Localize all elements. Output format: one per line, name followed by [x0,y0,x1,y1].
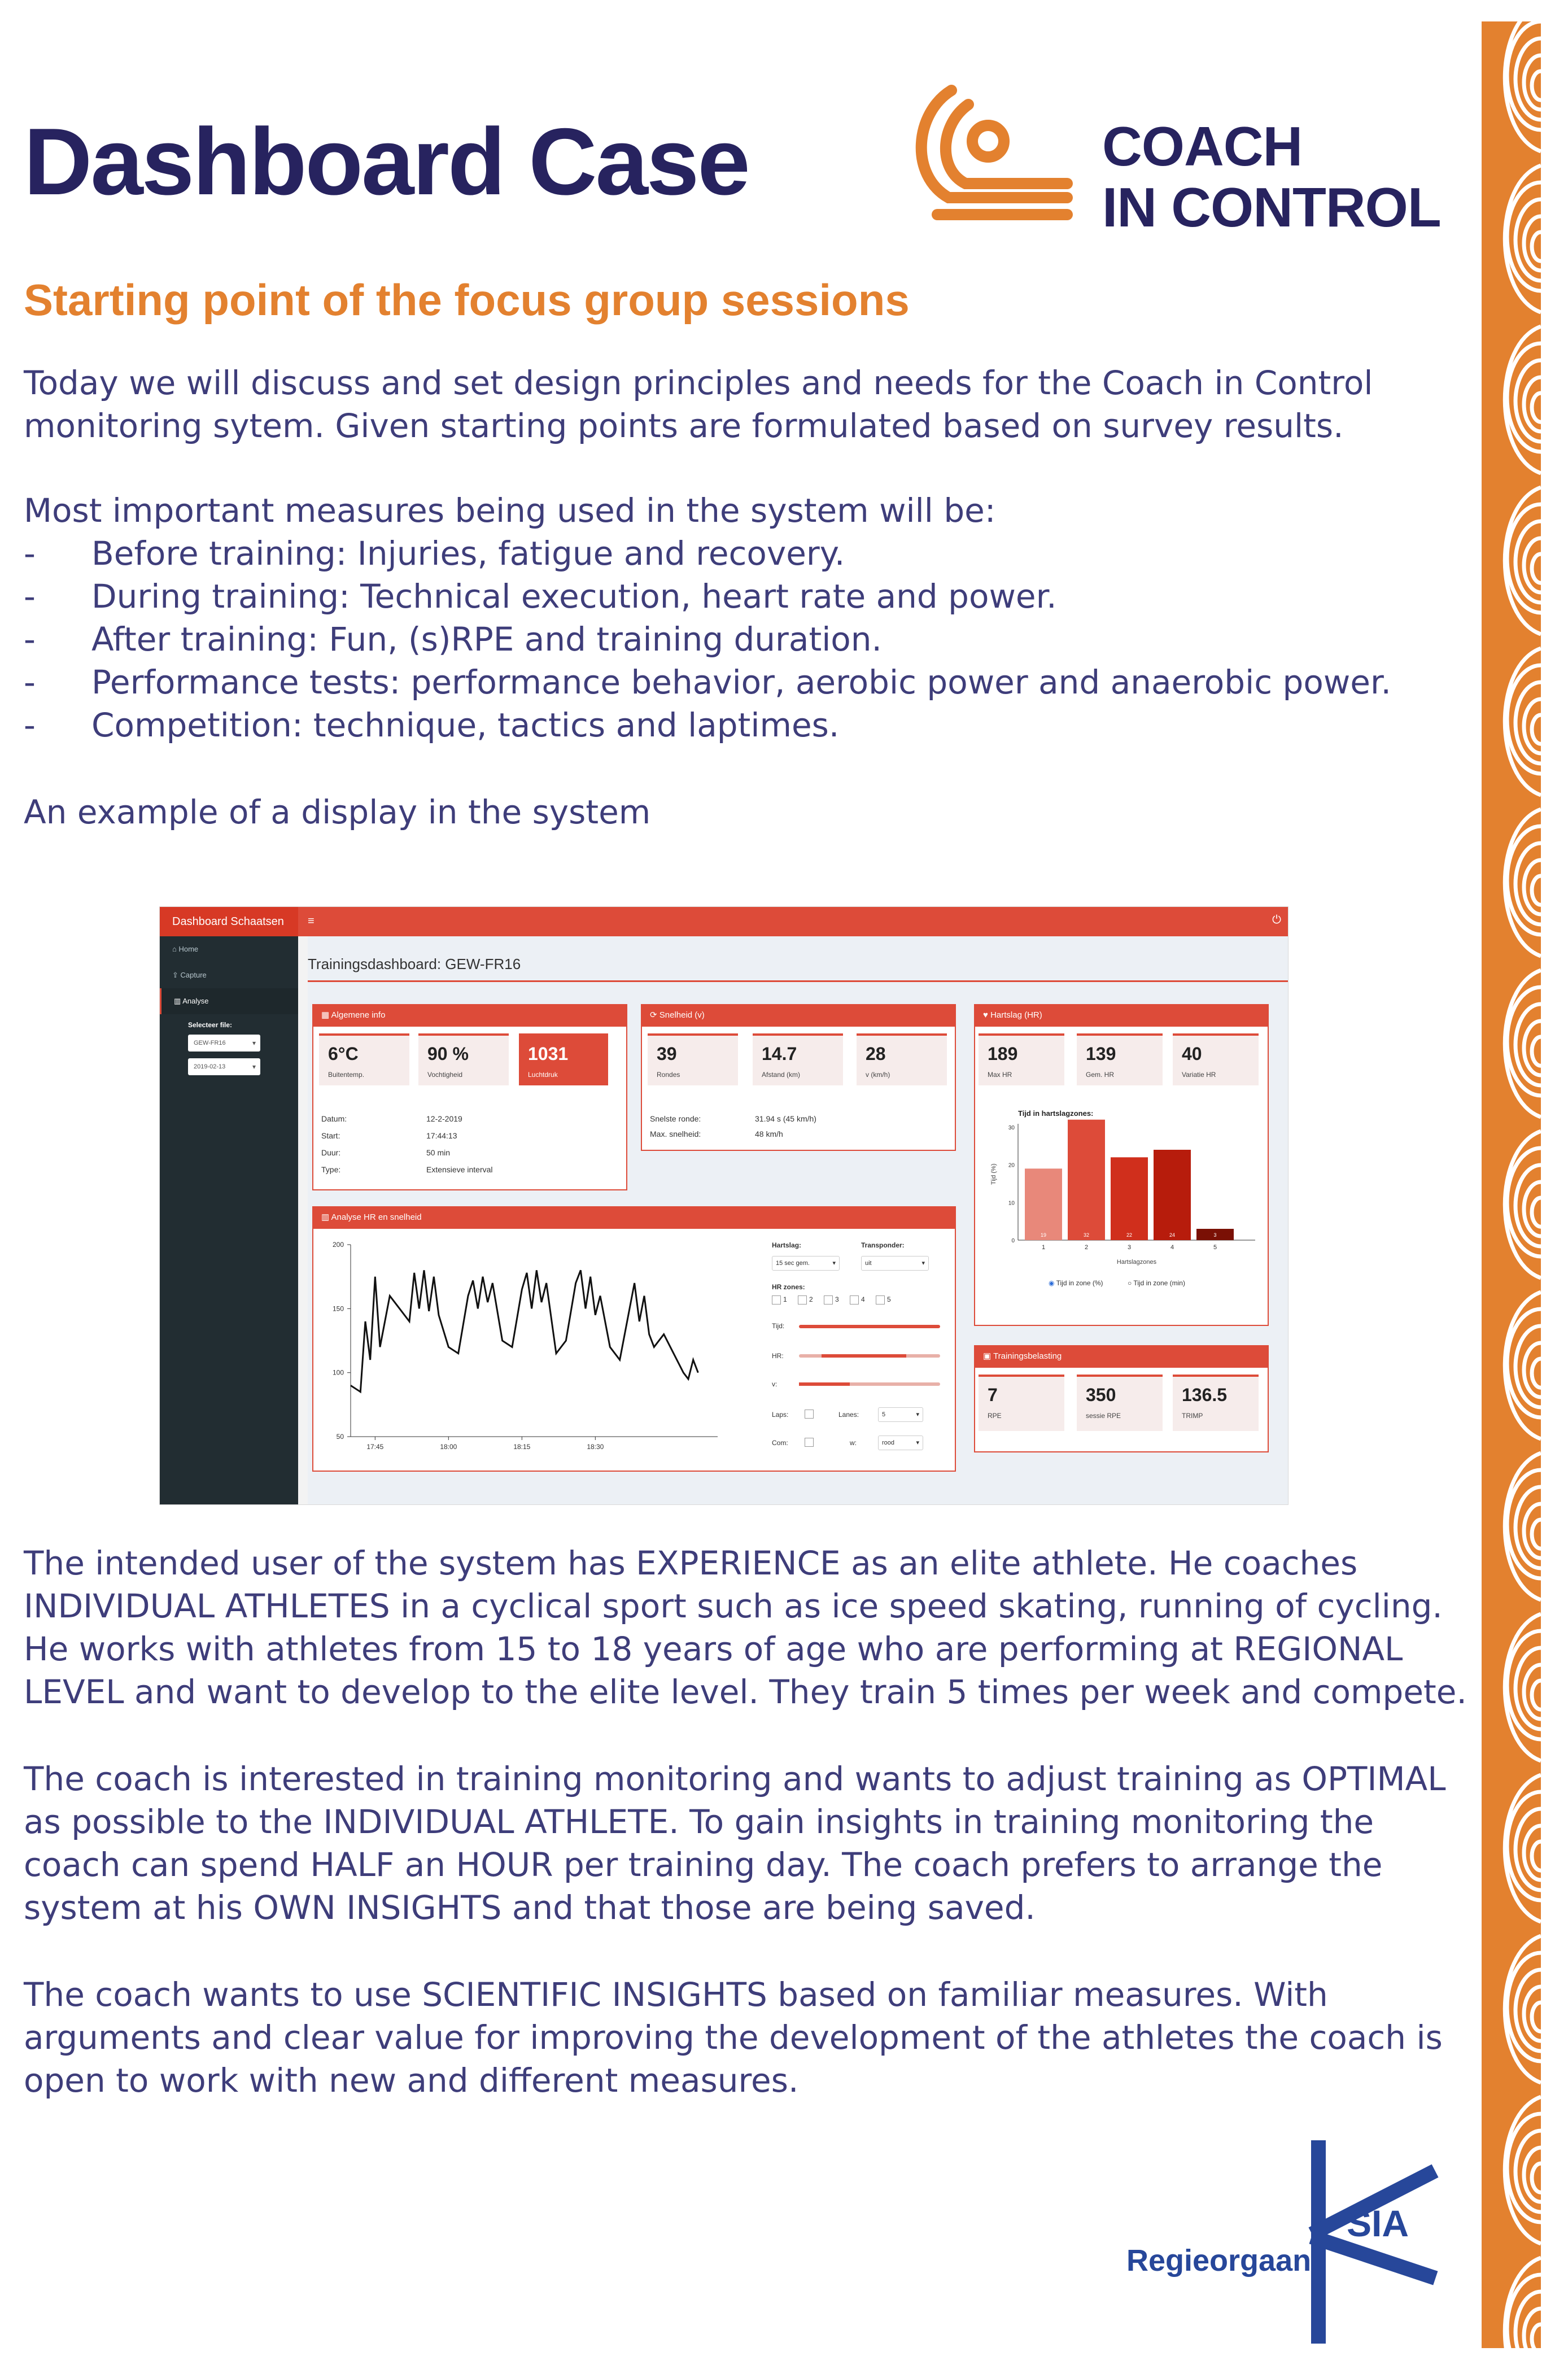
zones-y-tick-label: 0 [1011,1238,1015,1244]
sia-label: SIA [1347,2202,1409,2244]
sidebar [160,936,298,1505]
w-label: w: [850,1439,857,1447]
zone-bar-value-label: 32 [1083,1232,1090,1238]
speed-key: Snelste ronde: [650,1114,701,1123]
stripe-arc [1532,1359,1541,1388]
list-item: - Competition: technique, tactics and laptimes. [24,706,840,744]
decorative-stripe [1482,21,1541,2348]
hr-x-tick-label: 17:45 [366,1443,384,1451]
distance-tile: 14.7 Afstand (km) [753,1033,843,1085]
measures-lead: Most important measures being used in the system will be: [24,491,996,530]
date-select[interactable]: 2019-02-13 ▾ [188,1058,260,1075]
stripe-arc [1532,554,1541,583]
intro-line: monitoring sytem. Given starting points are formulated based on survey results. [24,407,1344,445]
analysis-box [312,1206,956,1472]
coach-in-control-wordmark [1102,115,1441,238]
zone-bar-value-label: 24 [1169,1232,1176,1238]
stripe-arc [1532,71,1541,100]
hr-line-chart [317,1233,729,1459]
stripe-arc [1532,715,1541,744]
list-item: - Performance tests: performance behavior, aerobic power and anaerobic power. [24,663,1391,701]
paragraph-line: system at his OWN INSIGHTS and that those are being saved. [24,1888,1036,1927]
speed-value: 48 km/h [755,1129,783,1138]
w-select[interactable]: rood ▾ [878,1436,923,1450]
general-info-box [312,1004,627,1190]
coach-paragraph [24,1757,1446,1929]
info-key: Datum: [321,1114,347,1123]
trimp-tile: 136.5 TRIMP [1173,1375,1259,1431]
zone-bar [1111,1157,1148,1240]
zones-y-tick-label: 10 [1008,1200,1015,1207]
zone-bar [1025,1168,1062,1240]
regieorgaan-label: Regieorgaan [1126,2244,1312,2278]
hr-x-tick-label: 18:30 [587,1443,604,1451]
hr-x-tick-label: 18:15 [513,1443,531,1451]
sidebar-item-home[interactable]: ⌂ Home [172,945,199,953]
session-rpe-tile: 350 sessie RPE [1077,1375,1163,1431]
info-value: 12-2-2019 [426,1114,462,1123]
zone-x-tick-label: 2 [1084,1244,1089,1251]
hr-zones-bar-chart [979,1100,1266,1269]
hartslag-label: Hartslag: [772,1241,802,1249]
paragraph-line: as possible to the INDIVIDUAL ATHLETE. To gain insights in training monitoring the [24,1803,1374,1841]
hartslag-select[interactable]: 15 sec gem. ▾ [772,1256,840,1271]
zone-radio-minutes[interactable]: ○ Tijd in zone (min) [1128,1279,1185,1287]
stripe-arc [1532,1842,1541,1870]
info-key: Type: [321,1165,341,1174]
time-slider[interactable] [799,1325,940,1328]
example-label: An example of a display in the system [24,793,651,831]
select-file-label: Selecteer file: [188,1021,233,1029]
list-item: - Before training: Injuries, fatigue and recovery. [24,534,845,573]
zone-x-tick-label: 1 [1041,1244,1046,1251]
speed-key: Max. snelheid: [650,1129,701,1138]
velocity-tile: 28 v (km/h) [857,1033,947,1085]
heart-rate-box [974,1004,1269,1326]
zone-checkbox-label: 3 [835,1295,839,1303]
paragraph-line: The coach wants to use SCIENTIFIC INSIGHTS based on familiar measures. With [24,1975,1328,2014]
info-value: 50 min [426,1148,451,1157]
stripe-arc [1532,1681,1541,1709]
zone-checkbox-label: 2 [809,1295,813,1303]
zone-x-tick-label: 4 [1170,1244,1174,1251]
v-slider-range [799,1382,850,1386]
zone-bar [1068,1120,1105,1240]
speed-box [641,1004,956,1151]
stripe-pattern-icon [1482,21,1541,2348]
zone-checkbox[interactable] [824,1295,833,1305]
sia-logo-icon [1124,2140,1440,2344]
rpe-tile: 7 RPE [979,1375,1064,1431]
heart-rate-header: ♥ Hartslag (HR) [975,1004,1268,1027]
laps-label: Laps: [772,1411,789,1419]
paragraph-line: open to work with new and different measures. [24,2061,799,2100]
dashboard-brand[interactable]: Dashboard Schaatsen [160,907,298,936]
lanes-label: Lanes: [838,1411,859,1419]
zone-x-tick-label: 3 [1127,1244,1132,1251]
zone-bar-value-label: 3 [1213,1232,1217,1238]
sidebar-item-analyse[interactable]: ▥ Analyse [160,988,298,1014]
intro-paragraph [24,361,1373,447]
paragraph-line: The intended user of the system has EXPERIENCE as an elite athlete. He coaches [24,1544,1358,1582]
zone-checkbox[interactable] [876,1295,885,1305]
hr-slider-range [822,1354,906,1358]
zone-checkbox[interactable] [798,1295,807,1305]
info-value: 17:44:13 [426,1131,457,1140]
general-info-header: ▦ Algemene info [313,1004,626,1027]
list-item: - During training: Technical execution, heart rate and power. [24,577,1057,616]
paragraph-line: The coach is interested in training monitoring and wants to adjust training as OPTIMAL [24,1760,1446,1798]
zone-bar [1154,1150,1191,1240]
laps-checkbox[interactable] [805,1410,814,1419]
com-checkbox[interactable] [805,1438,814,1447]
slider-label: Tijd: [772,1322,785,1330]
dashboard-topbar [160,907,1289,936]
zone-bar-value-label: 19 [1040,1232,1047,1238]
hr-zones-label: HR zones: [772,1283,805,1291]
hr-x-tick-label: 18:00 [440,1443,457,1451]
hr-series-line [351,1270,698,1391]
transponder-select[interactable]: uit ▾ [861,1256,929,1271]
stripe-arc [1532,2002,1541,2031]
user-paragraph [24,1542,1467,1713]
stripe-arc [1532,2163,1541,2192]
page-title: Dashboard Case [24,108,749,215]
science-paragraph [24,1973,1443,2102]
training-load-header: ▣ Trainingsbelasting [975,1345,1268,1368]
paragraph-line: LEVEL and want to develop to the elite level. They train 5 times per week and compete. [24,1673,1467,1711]
dashboard-content [308,936,1289,1505]
avg-hr-tile: 139 Gem. HR [1077,1033,1163,1085]
title-divider [308,980,1289,982]
zones-ylabel: Tijd (%) [990,1163,997,1185]
max-hr-tile: 189 Max HR [979,1033,1064,1085]
zones-y-tick-label: 30 [1008,1125,1015,1131]
zone-radio-percent[interactable]: ◉ Tijd in zone (%) [1049,1279,1103,1287]
list-item: - After training: Fun, (s)RPE and training duration. [24,620,882,658]
paragraph-line: He works with athletes from 15 to 18 years of age who are performing at REGIONAL [24,1630,1403,1668]
paragraph-line: arguments and clear value for improving the development of the athletes the coach is [24,2018,1443,2057]
hamburger-menu-icon[interactable]: ≡ [308,915,315,927]
pressure-tile: 1031 Luchtdruk [519,1033,608,1085]
dashboard-screenshot [159,906,1289,1505]
hr-y-tick-label: 200 [332,1241,344,1249]
stripe-arc [1532,1037,1541,1066]
stripe-arc [1532,232,1541,261]
zone-x-tick-label: 5 [1213,1244,1217,1251]
slider-label: v: [772,1380,778,1388]
file-select[interactable]: GEW-FR16 ▾ [188,1035,260,1052]
zone-checkbox[interactable] [850,1295,859,1305]
zones-title: Tijd in hartslagzones: [1018,1109,1094,1118]
com-label: Com: [772,1439,788,1447]
stripe-arc [1532,2324,1541,2348]
hr-y-tick-label: 100 [332,1368,344,1377]
coach-in-control-logo-icon [898,79,1084,232]
hr-y-tick-label: 50 [336,1433,344,1441]
stripe-arc [1532,876,1541,905]
measures-list [24,489,1391,747]
section-subtitle: Starting point of the focus group sessions [24,275,910,325]
info-key: Start: [321,1131,340,1140]
zone-checkbox-label: 1 [783,1295,787,1303]
power-icon[interactable]: ⏻ [1272,914,1281,926]
zones-xlabel: Hartslagzones [1116,1259,1157,1266]
zone-checkbox[interactable] [772,1295,781,1305]
speed-header: ⟳ Snelheid (v) [642,1004,955,1027]
info-key: Duur: [321,1148,341,1157]
rounds-tile: 39 Rondes [648,1033,738,1085]
stripe-arc [1532,1198,1541,1227]
temperature-tile: 6°C Buitentemp. [319,1033,409,1085]
stripe-arc [1532,1520,1541,1548]
zone-checkbox-label: 5 [887,1295,891,1303]
zone-bar-value-label: 22 [1126,1232,1133,1238]
zones-y-tick-label: 20 [1008,1162,1015,1169]
paragraph-line: coach can spend HALF an HOUR per training day. The coach prefers to arrange the [24,1846,1383,1884]
lanes-select[interactable]: 5 ▾ [878,1407,923,1422]
speed-value: 31.94 s (45 km/h) [755,1114,816,1123]
transponder-label: Transponder: [861,1241,905,1249]
training-load-box [974,1345,1269,1452]
sidebar-item-capture[interactable]: ⇪ Capture [172,971,207,979]
analysis-header: ▥ Analyse HR en snelheid [313,1206,955,1229]
info-value: Extensieve interval [426,1165,493,1174]
hr-y-tick-label: 150 [332,1305,344,1313]
dashboard-title: Trainingsdashboard: GEW-FR16 [308,956,521,972]
logo-line-coach: COACH [1102,115,1303,177]
zone-checkbox-label: 4 [861,1295,865,1303]
paragraph-line: INDIVIDUAL ATHLETES in a cyclical sport such as ice speed skating, running of cycling. [24,1587,1443,1625]
intro-line: Today we will discuss and set design principles and needs for the Coach in Control [24,364,1373,402]
var-hr-tile: 40 Variatie HR [1173,1033,1259,1085]
logo-line-in-control: IN CONTROL [1102,176,1441,238]
humidity-tile: 90 % Vochtigheid [418,1033,509,1085]
stripe-arc [1532,393,1541,422]
slider-label: HR: [772,1352,784,1360]
